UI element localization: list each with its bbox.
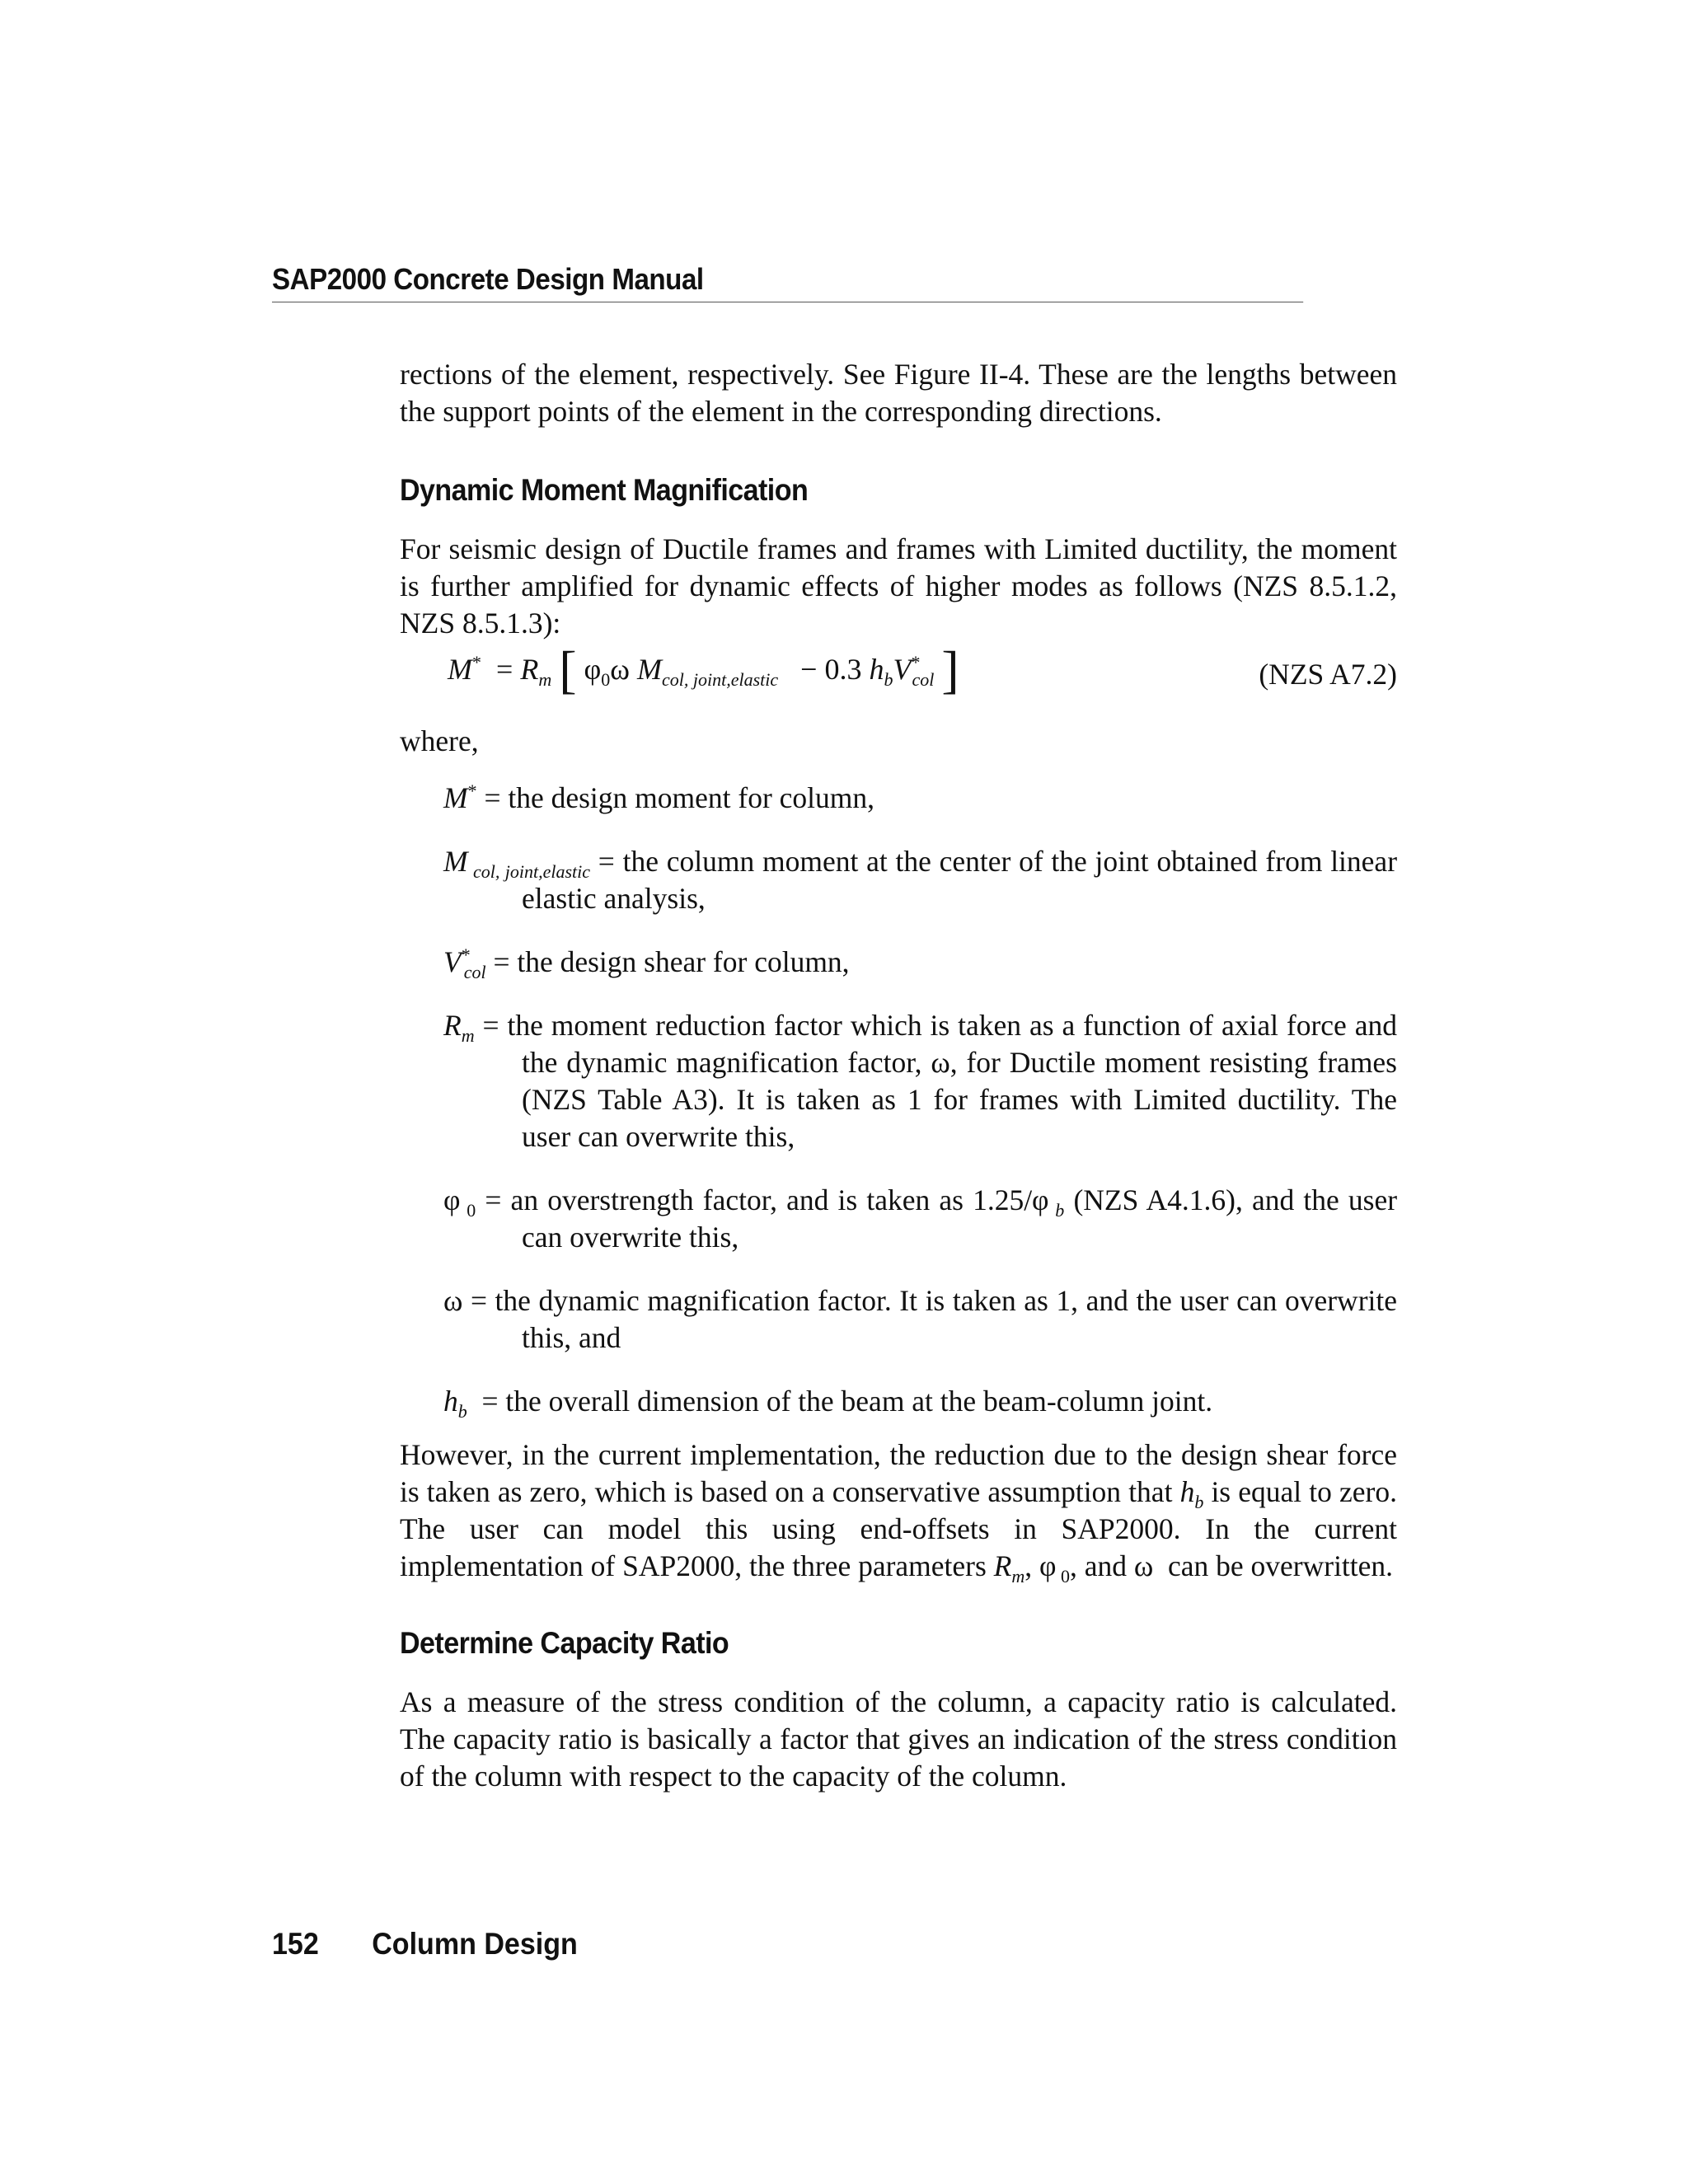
section-heading-dynamic-moment: Dynamic Moment Magnification [400, 473, 809, 507]
chapter-title: Column Design [372, 1927, 578, 1961]
definition-h-b: $h_b$ = the overall dimension of the beam at the beam-column joint. [443, 1385, 1213, 1422]
definition-phi-0: φ $_0$ = an overstrength factor, and is taken as 1.25/φ $_b$ (NZS A4.1.6), and the user can overwrite this, [443, 1183, 1398, 1254]
running-header: SAP2000 Concrete Design Manual [272, 262, 1303, 302]
paragraph-continued: rections of the element, respectively. See Figure II-4. These are the lengths between the support points of the element in the corresponding directions. [400, 358, 1397, 428]
page-footer [272, 1927, 578, 1961]
definition-v-col: $V^*_{col}$ = the design shear for column, [443, 944, 850, 983]
definition-m-star: M* = the design moment for column, [443, 780, 875, 814]
definition-r-m: $R_m$ = the moment reduction factor which is taken as a function of axial force and the dynamic magnification factor, ω, for Ductile moment resisting frames (NZS Table A3). It is taken as 1 for frames with Limited ductility. The user can overwrite this, [443, 1009, 1397, 1153]
paragraph-capacity-ratio: As a measure of the stress condition of the column, a capacity ratio is calculated. The capacity ratio is basically a factor that gives an indication of the stress condition of the column with respect to the capacity of the column. [400, 1685, 1397, 1793]
section-heading-capacity-ratio: Determine Capacity Ratio [400, 1626, 729, 1660]
paragraph-implementation: However, in the current implementation, the reduction due to the design shear force is taken as zero, which is based on a conservative assumption that $h_b$ is equal to zero. The user can model this using end-offsets in SAP2000. In the current implementation of SAP2000, the three parameters $R_m$, φ $_0$, and ω can be overwritten. [400, 1438, 1397, 1587]
definition-omega: ω = the dynamic magnification factor. It is taken as 1, and the user can overwrite this, and [443, 1284, 1397, 1354]
equation-tag: (NZS A7.2) [1259, 658, 1397, 691]
definition-m-col: M $_{col, joint,elastic}$ = the column moment at the center of the joint obtained from linear elastic analysis, [443, 845, 1398, 915]
page-content [400, 356, 1397, 1795]
equation-nzs-a7-2 [400, 642, 1397, 716]
equation-body: $M^* = R_m$ [ $\varphi_0\omega$ $M_{col, joint,elastic}$ − 0.3 $h_bV^*_{col}$ ] [448, 640, 959, 699]
page-number: 152 [272, 1927, 319, 1961]
paragraph-intro: For seismic design of Ductile frames and frames with Limited ductility, the moment is further amplified for dynamic effects of higher modes as follows (NZS 8.5.1.2, NZS 8.5.1.3): [400, 532, 1397, 640]
where-label: where, [400, 724, 479, 757]
